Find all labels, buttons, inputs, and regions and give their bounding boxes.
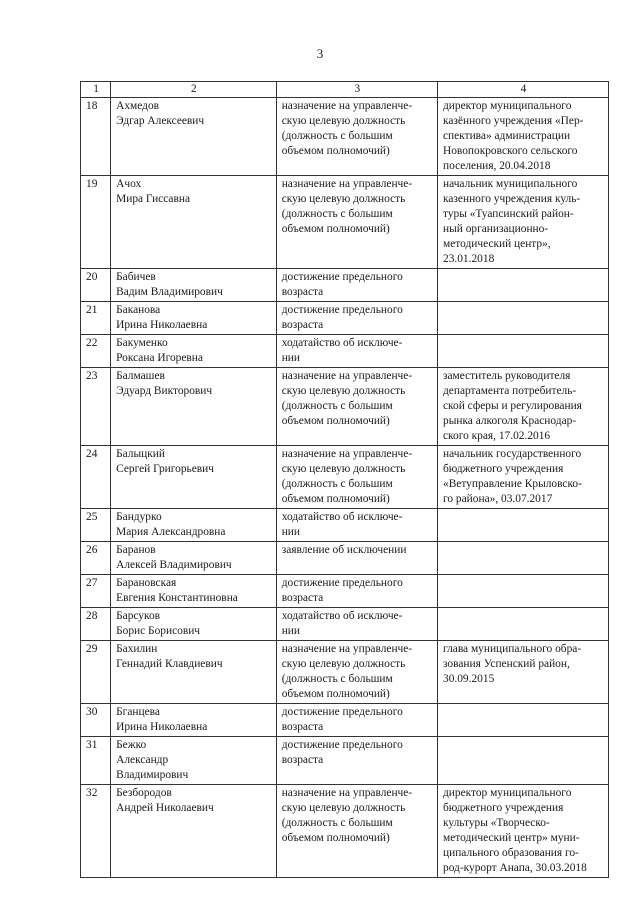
appointed-position-line: департамента потребитель- [443,385,577,397]
appointed-position-line: ской сферы и регулирования [443,400,582,412]
person-name-line: Евгения Константиновна [116,592,238,604]
person-name-cell [111,98,277,176]
exclusion-reason-line: назначение на управленче- [281,448,413,460]
exclusion-reason-line: достижение предельного [281,706,403,718]
table-row [81,785,609,878]
exclusion-reason-line: (должность с большим [281,673,393,685]
appointed-position-line: зования Успенский район, [443,658,570,670]
exclusion-reason-line: возраста [281,592,324,604]
appointed-position-line: ского края, 17.02.2016 [443,430,551,442]
row-number: 26 [81,542,111,575]
person-name-line: Бежко [116,739,147,751]
appointed-position-line: бюджетного учреждения [443,802,564,814]
exclusion-reason-cell [276,446,437,509]
appointed-position-line: глава муниципального обра- [443,643,582,655]
exclusion-reason-line: заявление об исключении [281,544,407,556]
person-name-line: Эдгар Алексеевич [116,115,205,127]
exclusion-reason-line: назначение на управленче- [281,787,413,799]
person-name-line: Барановская [116,577,177,589]
row-number: 27 [81,575,111,608]
person-name-line: Ирина Николаевна [116,721,208,733]
person-name-line: Ахмедов [116,100,160,112]
column-header-2: 2 [111,82,277,98]
exclusion-reason-cell [276,737,437,785]
person-name-cell [111,575,277,608]
person-name-cell [111,446,277,509]
appointed-position-line: Новопокровского сельского [443,145,578,157]
person-name-line: Балыцкий [116,448,165,460]
exclusion-reason-line: возраста [281,721,324,733]
appointed-position-line: казенного учреждения куль- [443,193,581,205]
appointed-position-cell [438,575,609,608]
table-row [81,509,609,542]
appointed-position-line: поселения, 20.04.2018 [443,160,551,172]
exclusion-reason-line: скую целевую должность [281,463,406,475]
exclusion-reason-cell [276,368,437,446]
appointed-position-line: род-курорт Анапа, 30.03.2018 [443,862,587,874]
table-row [81,608,609,641]
table-body [81,82,609,878]
person-name-line: Балмашев [116,370,165,382]
appointed-position-cell [438,785,609,878]
appointed-position-cell [438,704,609,737]
exclusion-reason-line: достижение предельного [281,577,403,589]
exclusion-reason-line: объемом полномочий) [281,832,390,844]
person-name-line: Безбородов [116,787,172,799]
appointed-position-cell [438,302,609,335]
person-name-line: Вадим Владимирович [116,286,223,298]
exclusion-reason-line: ходатайство об исключе- [281,337,403,349]
row-number: 32 [81,785,111,878]
exclusion-reason-line: скую целевую должность [281,193,406,205]
appointed-position-line: 30.09.2015 [443,673,495,685]
person-name-cell [111,302,277,335]
table-header-row [81,82,609,98]
appointed-position-line: культуры «Творческо- [443,817,550,829]
exclusion-reason-line: возраста [281,286,324,298]
exclusion-reason-line: достижение предельного [281,304,403,316]
appointed-position-line: казённого учреждения «Пер- [443,115,584,127]
person-name-line: Александр [116,754,169,766]
table-row [81,269,609,302]
row-number: 25 [81,509,111,542]
appointed-position-line: рынка алкоголя Краснодар- [443,415,577,427]
person-name-line: Алексей Владимирович [116,559,232,571]
person-name-line: Баканова [116,304,161,316]
table-row [81,176,609,269]
exclusion-reason-line: скую целевую должность [281,658,406,670]
row-number: 19 [81,176,111,269]
person-name-line: Мария Александровна [116,526,226,538]
person-name-line: Борис Борисович [116,625,201,637]
row-number: 23 [81,368,111,446]
exclusion-reason-line: объемом полномочий) [281,223,390,235]
exclusion-reason-line: назначение на управленче- [281,178,413,190]
appointed-position-cell [438,509,609,542]
appointed-position-cell [438,176,609,269]
registry-table [80,81,609,878]
person-name-cell [111,641,277,704]
row-number: 21 [81,302,111,335]
person-name-line: Бандурко [116,511,162,523]
person-name-cell [111,335,277,368]
person-name-line: Барсуков [116,610,161,622]
exclusion-reason-line: назначение на управленче- [281,370,413,382]
appointed-position-cell [438,737,609,785]
row-number: 30 [81,704,111,737]
appointed-position-cell [438,335,609,368]
person-name-cell [111,704,277,737]
appointed-position-line: заместитель руководителя [443,370,571,382]
person-name-cell [111,176,277,269]
exclusion-reason-cell [276,335,437,368]
appointed-position-line: методический центр», [443,238,551,250]
exclusion-reason-line: нии [281,625,300,637]
column-header-1: 1 [81,82,111,98]
exclusion-reason-cell [276,269,437,302]
appointed-position-line: ципального образования го- [443,847,579,859]
appointed-position-line: бюджетного учреждения [443,463,564,475]
appointed-position-cell [438,446,609,509]
appointed-position-line: «Ветуправление Крыловско- [443,478,582,490]
exclusion-reason-line: (должность с большим [281,400,393,412]
table-row [81,446,609,509]
person-name-cell [111,608,277,641]
person-name-line: Эдуард Викторович [116,385,213,397]
table-row [81,737,609,785]
appointed-position-cell [438,641,609,704]
table-row [81,575,609,608]
appointed-position-cell [438,368,609,446]
appointed-position-line: го района», 03.07.2017 [443,493,553,505]
exclusion-reason-cell [276,704,437,737]
appointed-position-cell [438,269,609,302]
row-number: 24 [81,446,111,509]
appointed-position-cell [438,542,609,575]
column-header-4: 4 [438,82,609,98]
table-row [81,302,609,335]
row-number: 31 [81,737,111,785]
exclusion-reason-cell [276,509,437,542]
row-number: 18 [81,98,111,176]
exclusion-reason-line: скую целевую должность [281,802,406,814]
person-name-line: Бахилин [116,643,158,655]
table-row [81,98,609,176]
appointed-position-line: спектива» администрации [443,130,571,142]
exclusion-reason-line: (должность с большим [281,130,393,142]
exclusion-reason-line: ходатайство об исключе- [281,610,403,622]
exclusion-reason-cell [276,542,437,575]
appointed-position-line: 23.01.2018 [443,253,495,265]
appointed-position-cell [438,98,609,176]
person-name-line: Баранов [116,544,156,556]
person-name-line: Ачох [116,178,142,190]
row-number: 28 [81,608,111,641]
exclusion-reason-line: возраста [281,754,324,766]
exclusion-reason-cell [276,641,437,704]
table-row [81,704,609,737]
exclusion-reason-line: нии [281,526,300,538]
person-name-line: Мира Гиссавна [116,193,191,205]
exclusion-reason-line: ходатайство об исключе- [281,511,403,523]
exclusion-reason-line: достижение предельного [281,739,403,751]
exclusion-reason-line: достижение предельного [281,271,403,283]
exclusion-reason-line: назначение на управленче- [281,100,413,112]
row-number: 22 [81,335,111,368]
person-name-line: Бганцева [116,706,160,718]
appointed-position-line: директор муниципального [443,100,572,112]
row-number: 29 [81,641,111,704]
person-name-cell [111,785,277,878]
appointed-position-line: начальник муниципального [443,178,578,190]
person-name-cell [111,509,277,542]
exclusion-reason-line: возраста [281,319,324,331]
exclusion-reason-line: объемом полномочий) [281,688,390,700]
column-header-3: 3 [276,82,437,98]
exclusion-reason-cell [276,575,437,608]
person-name-cell [111,368,277,446]
exclusion-reason-cell [276,98,437,176]
page-number: 3 [316,46,324,61]
exclusion-reason-line: (должность с большим [281,478,393,490]
exclusion-reason-cell [276,608,437,641]
row-number: 20 [81,269,111,302]
exclusion-reason-cell [276,176,437,269]
table-row [81,335,609,368]
table-row [81,641,609,704]
table-row [81,542,609,575]
person-name-line: Сергей Григорьевич [116,463,215,475]
person-name-line: Владимирович [116,769,189,781]
appointed-position-line: директор муниципального [443,787,572,799]
exclusion-reason-line: скую целевую должность [281,115,406,127]
appointed-position-line: начальник государственного [443,448,582,460]
person-name-line: Бабичев [116,271,156,283]
appointed-position-line: ный организационно- [443,223,549,235]
appointed-position-line: методический центр» муни- [443,832,580,844]
person-name-cell [111,269,277,302]
appointed-position-cell [438,608,609,641]
person-name-line: Роксана Игоревна [116,352,203,364]
person-name-line: Геннадий Клавдиевич [116,658,223,670]
person-name-cell [111,737,277,785]
exclusion-reason-line: (должность с большим [281,208,393,220]
exclusion-reason-cell [276,785,437,878]
exclusion-reason-line: объемом полномочий) [281,145,390,157]
person-name-line: Ирина Николаевна [116,319,208,331]
exclusion-reason-line: назначение на управленче- [281,643,413,655]
exclusion-reason-line: скую целевую должность [281,385,406,397]
exclusion-reason-line: объемом полномочий) [281,415,390,427]
person-name-line: Бакуменко [116,337,168,349]
exclusion-reason-line: (должность с большим [281,817,393,829]
person-name-cell [111,542,277,575]
table-row [81,368,609,446]
person-name-line: Андрей Николаевич [116,802,214,814]
exclusion-reason-line: нии [281,352,300,364]
appointed-position-line: туры «Туапсинский район- [443,208,574,220]
exclusion-reason-line: объемом полномочий) [281,493,390,505]
exclusion-reason-cell [276,302,437,335]
